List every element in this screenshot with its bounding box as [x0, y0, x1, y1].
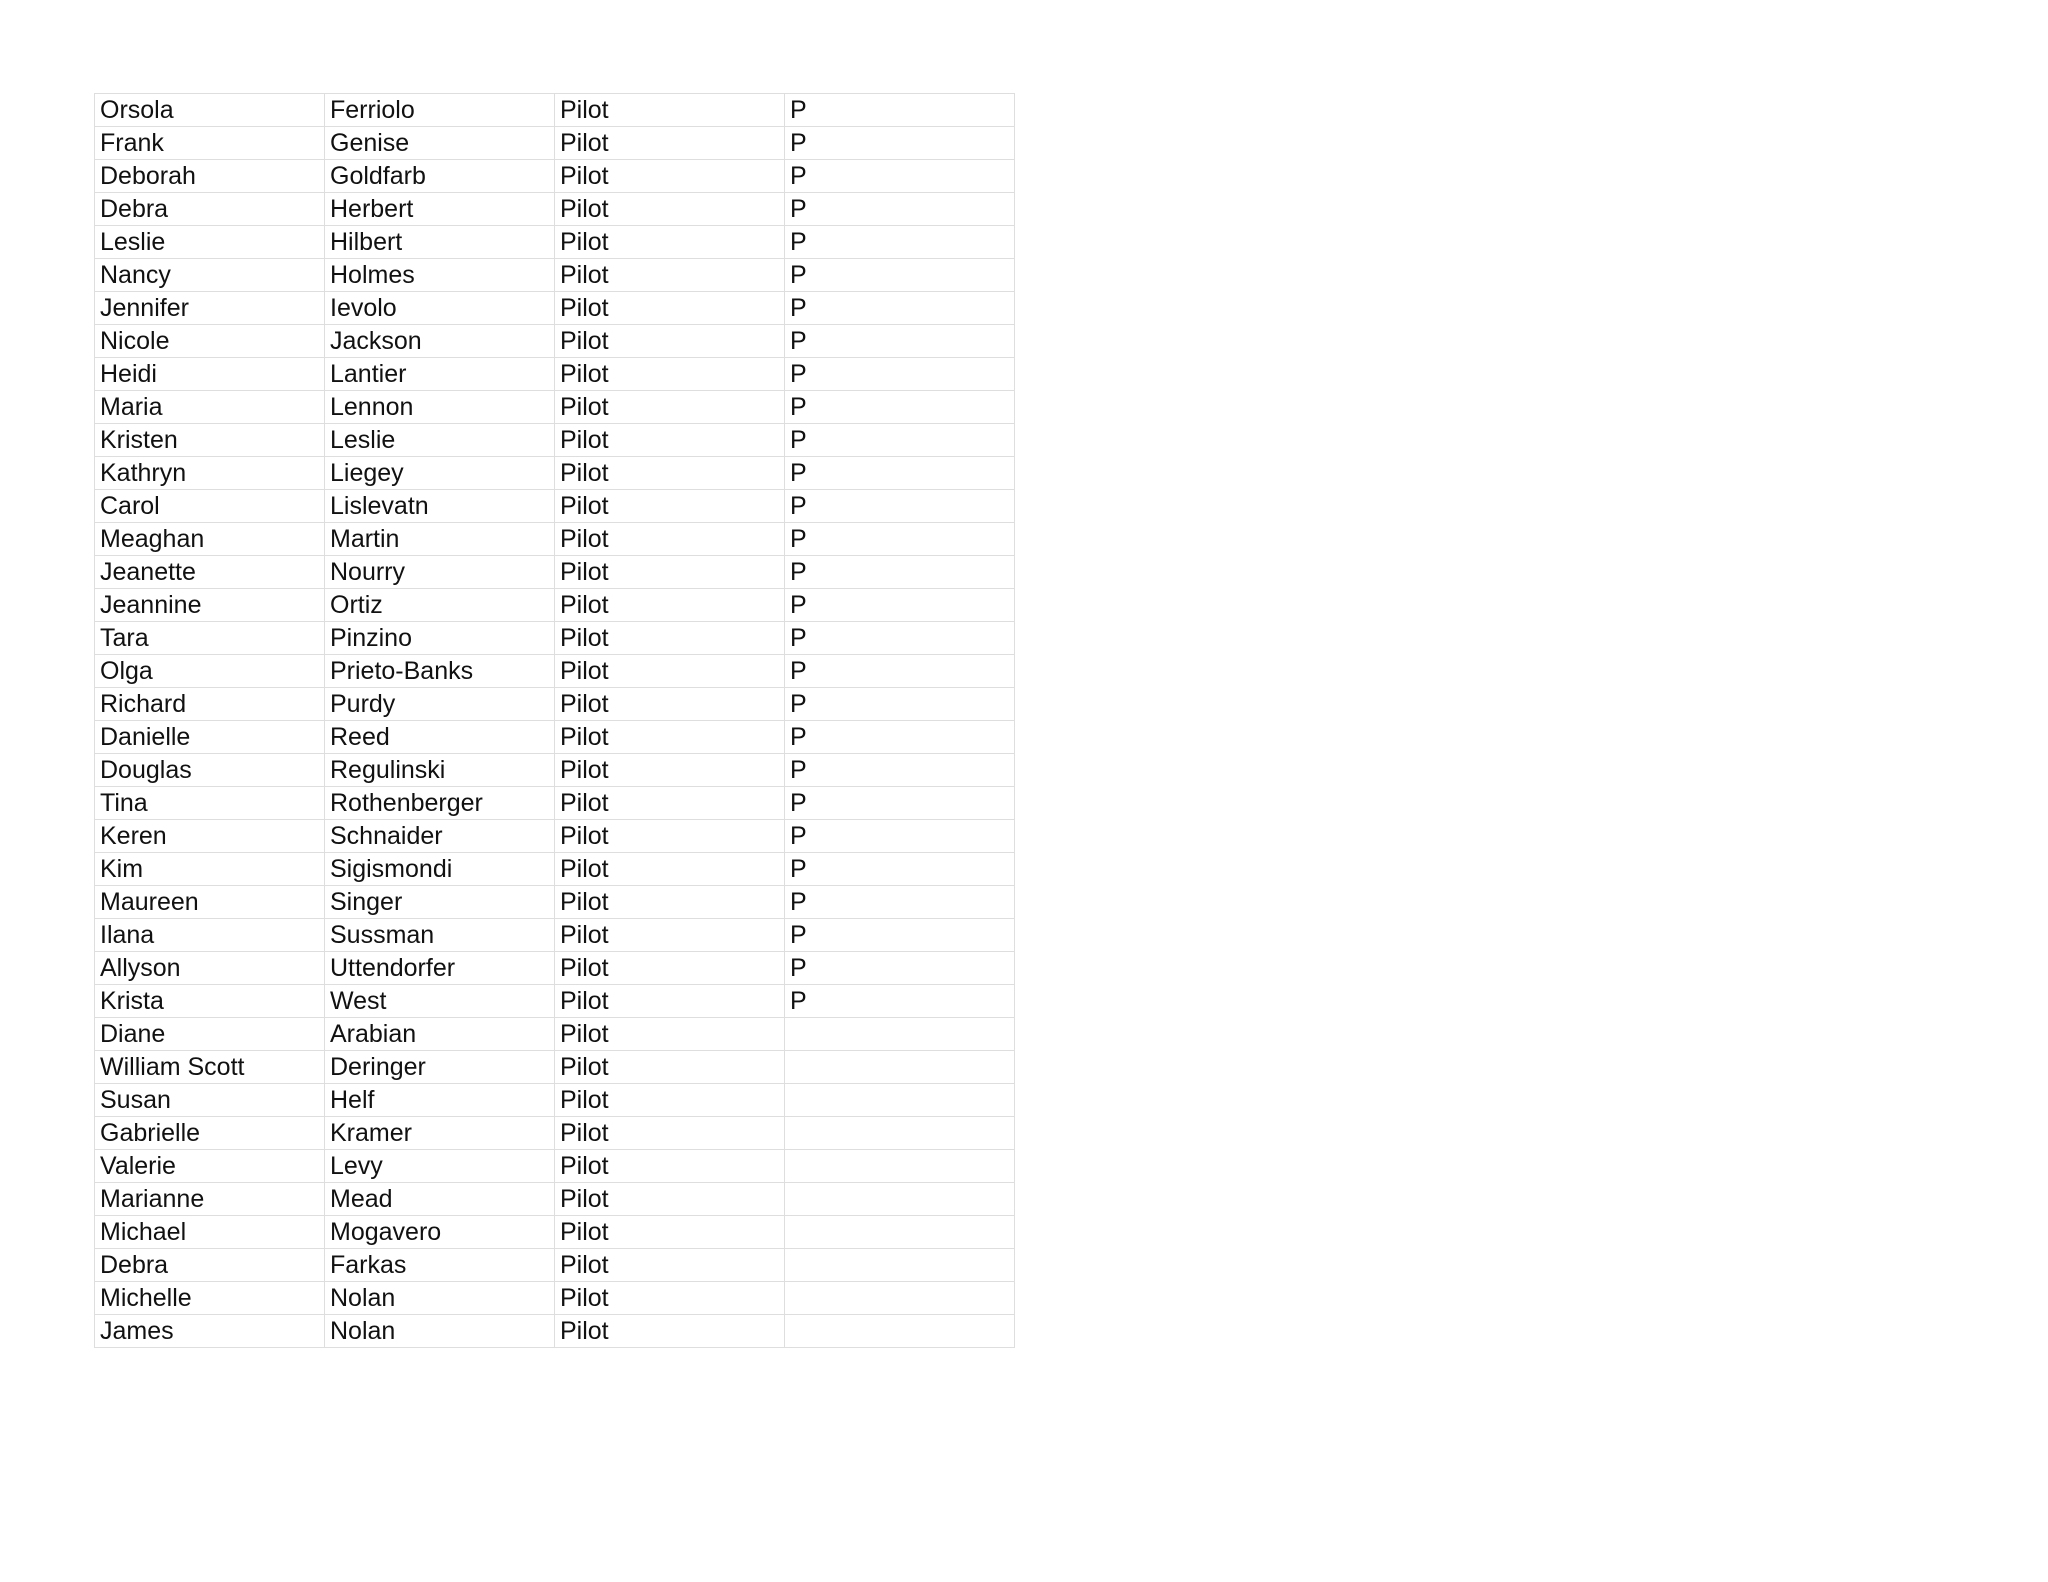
role-cell[interactable]: Pilot: [555, 1018, 785, 1051]
role-cell[interactable]: Pilot: [555, 391, 785, 424]
flag-cell[interactable]: P: [785, 952, 1015, 985]
last-name-cell[interactable]: Liegey: [325, 457, 555, 490]
first-name-cell[interactable]: Danielle: [95, 721, 325, 754]
flag-cell[interactable]: P: [785, 292, 1015, 325]
table-row: [95, 820, 1015, 853]
first-name-cell[interactable]: Meaghan: [95, 523, 325, 556]
role-cell[interactable]: Pilot: [555, 457, 785, 490]
flag-cell[interactable]: P: [785, 160, 1015, 193]
role-cell[interactable]: Pilot: [555, 952, 785, 985]
last-name-cell[interactable]: Sussman: [325, 919, 555, 952]
first-name-cell[interactable]: Jennifer: [95, 292, 325, 325]
flag-cell[interactable]: P: [785, 325, 1015, 358]
role-cell[interactable]: Pilot: [555, 1282, 785, 1315]
role-cell[interactable]: Pilot: [555, 919, 785, 952]
first-name-cell[interactable]: Marianne: [95, 1183, 325, 1216]
table-row: [95, 391, 1015, 424]
table-row: [95, 787, 1015, 820]
table-row: [95, 1117, 1015, 1150]
table-row: [95, 1051, 1015, 1084]
table-row: [95, 1282, 1015, 1315]
last-name-cell[interactable]: Prieto-Banks: [325, 655, 555, 688]
role-cell[interactable]: Pilot: [555, 655, 785, 688]
last-name-cell[interactable]: Lislevatn: [325, 490, 555, 523]
last-name-cell[interactable]: Pinzino: [325, 622, 555, 655]
roster-table: [94, 93, 1015, 1348]
table-row: [95, 127, 1015, 160]
table-row: [95, 556, 1015, 589]
last-name-cell[interactable]: Sigismondi: [325, 853, 555, 886]
first-name-cell[interactable]: Debra: [95, 1249, 325, 1282]
table-row: [95, 655, 1015, 688]
flag-cell[interactable]: P: [785, 391, 1015, 424]
flag-cell[interactable]: P: [785, 655, 1015, 688]
table-row: [95, 358, 1015, 391]
flag-cell[interactable]: P: [785, 259, 1015, 292]
last-name-cell[interactable]: Mead: [325, 1183, 555, 1216]
role-cell[interactable]: Pilot: [555, 523, 785, 556]
role-cell[interactable]: Pilot: [555, 160, 785, 193]
role-cell[interactable]: Pilot: [555, 1183, 785, 1216]
last-name-cell[interactable]: Kramer: [325, 1117, 555, 1150]
first-name-cell[interactable]: Deborah: [95, 160, 325, 193]
first-name-cell[interactable]: Kristen: [95, 424, 325, 457]
first-name-cell[interactable]: Carol: [95, 490, 325, 523]
first-name-cell[interactable]: Frank: [95, 127, 325, 160]
role-cell[interactable]: Pilot: [555, 127, 785, 160]
flag-cell[interactable]: P: [785, 721, 1015, 754]
table-row: [95, 1018, 1015, 1051]
last-name-cell[interactable]: Regulinski: [325, 754, 555, 787]
last-name-cell[interactable]: Purdy: [325, 688, 555, 721]
last-name-cell[interactable]: Schnaider: [325, 820, 555, 853]
first-name-cell[interactable]: Leslie: [95, 226, 325, 259]
role-cell[interactable]: Pilot: [555, 1084, 785, 1117]
flag-cell[interactable]: P: [785, 820, 1015, 853]
role-cell[interactable]: Pilot: [555, 226, 785, 259]
table-row: [95, 754, 1015, 787]
table-row: [95, 688, 1015, 721]
table-row: [95, 1084, 1015, 1117]
table-row: [95, 886, 1015, 919]
table-row: [95, 1216, 1015, 1249]
table-row: [95, 292, 1015, 325]
last-name-cell[interactable]: Lantier: [325, 358, 555, 391]
last-name-cell[interactable]: Mogavero: [325, 1216, 555, 1249]
role-cell[interactable]: Pilot: [555, 292, 785, 325]
last-name-cell[interactable]: Lennon: [325, 391, 555, 424]
flag-cell[interactable]: [785, 1084, 1015, 1117]
last-name-cell[interactable]: Holmes: [325, 259, 555, 292]
table-row: [95, 721, 1015, 754]
first-name-cell[interactable]: Maureen: [95, 886, 325, 919]
table-row: [95, 1315, 1015, 1348]
flag-cell[interactable]: P: [785, 523, 1015, 556]
first-name-cell[interactable]: Diane: [95, 1018, 325, 1051]
last-name-cell[interactable]: Rothenberger: [325, 787, 555, 820]
role-cell[interactable]: Pilot: [555, 589, 785, 622]
flag-cell[interactable]: P: [785, 556, 1015, 589]
role-cell[interactable]: Pilot: [555, 325, 785, 358]
first-name-cell[interactable]: Tara: [95, 622, 325, 655]
role-cell[interactable]: Pilot: [555, 886, 785, 919]
table-row: [95, 160, 1015, 193]
first-name-cell[interactable]: Richard: [95, 688, 325, 721]
first-name-cell[interactable]: Keren: [95, 820, 325, 853]
last-name-cell[interactable]: Ortiz: [325, 589, 555, 622]
last-name-cell[interactable]: West: [325, 985, 555, 1018]
last-name-cell[interactable]: Martin: [325, 523, 555, 556]
flag-cell[interactable]: P: [785, 358, 1015, 391]
last-name-cell[interactable]: Farkas: [325, 1249, 555, 1282]
first-name-cell[interactable]: Tina: [95, 787, 325, 820]
first-name-cell[interactable]: Heidi: [95, 358, 325, 391]
last-name-cell[interactable]: Leslie: [325, 424, 555, 457]
first-name-cell[interactable]: Olga: [95, 655, 325, 688]
first-name-cell[interactable]: Krista: [95, 985, 325, 1018]
first-name-cell[interactable]: Debra: [95, 193, 325, 226]
last-name-cell[interactable]: Genise: [325, 127, 555, 160]
flag-cell[interactable]: [785, 1051, 1015, 1084]
first-name-cell[interactable]: Michelle: [95, 1282, 325, 1315]
first-name-cell[interactable]: Nicole: [95, 325, 325, 358]
last-name-cell[interactable]: Arabian: [325, 1018, 555, 1051]
table-row: [95, 226, 1015, 259]
table-row: [95, 325, 1015, 358]
role-cell[interactable]: Pilot: [555, 754, 785, 787]
first-name-cell[interactable]: James: [95, 1315, 325, 1348]
last-name-cell[interactable]: Ievolo: [325, 292, 555, 325]
flag-cell[interactable]: [785, 1282, 1015, 1315]
role-cell[interactable]: Pilot: [555, 853, 785, 886]
table-row: [95, 457, 1015, 490]
flag-cell[interactable]: P: [785, 193, 1015, 226]
role-cell[interactable]: Pilot: [555, 622, 785, 655]
table-row: [95, 985, 1015, 1018]
flag-cell[interactable]: P: [785, 985, 1015, 1018]
flag-cell[interactable]: P: [785, 424, 1015, 457]
first-name-cell[interactable]: Ilana: [95, 919, 325, 952]
role-cell[interactable]: Pilot: [555, 1249, 785, 1282]
flag-cell[interactable]: [785, 1018, 1015, 1051]
table-row: [95, 259, 1015, 292]
flag-cell[interactable]: P: [785, 688, 1015, 721]
first-name-cell[interactable]: Douglas: [95, 754, 325, 787]
role-cell[interactable]: Pilot: [555, 1216, 785, 1249]
role-cell[interactable]: Pilot: [555, 490, 785, 523]
table-row: [95, 193, 1015, 226]
last-name-cell[interactable]: Jackson: [325, 325, 555, 358]
first-name-cell[interactable]: Orsola: [95, 94, 325, 127]
table-row: [95, 1150, 1015, 1183]
first-name-cell[interactable]: Michael: [95, 1216, 325, 1249]
table-row: [95, 622, 1015, 655]
flag-cell[interactable]: P: [785, 853, 1015, 886]
role-cell[interactable]: Pilot: [555, 985, 785, 1018]
flag-cell[interactable]: P: [785, 754, 1015, 787]
role-cell[interactable]: Pilot: [555, 787, 785, 820]
table-row: [95, 523, 1015, 556]
last-name-cell[interactable]: Levy: [325, 1150, 555, 1183]
first-name-cell[interactable]: Susan: [95, 1084, 325, 1117]
table-row: [95, 1249, 1015, 1282]
flag-cell[interactable]: [785, 1315, 1015, 1348]
role-cell[interactable]: Pilot: [555, 688, 785, 721]
first-name-cell[interactable]: Kathryn: [95, 457, 325, 490]
first-name-cell[interactable]: Allyson: [95, 952, 325, 985]
flag-cell[interactable]: P: [785, 490, 1015, 523]
first-name-cell[interactable]: Nancy: [95, 259, 325, 292]
role-cell[interactable]: Pilot: [555, 721, 785, 754]
table-row: [95, 952, 1015, 985]
role-cell[interactable]: Pilot: [555, 1315, 785, 1348]
last-name-cell[interactable]: Nolan: [325, 1315, 555, 1348]
role-cell[interactable]: Pilot: [555, 259, 785, 292]
flag-cell[interactable]: [785, 1249, 1015, 1282]
flag-cell[interactable]: P: [785, 589, 1015, 622]
flag-cell[interactable]: P: [785, 886, 1015, 919]
last-name-cell[interactable]: Goldfarb: [325, 160, 555, 193]
flag-cell[interactable]: P: [785, 94, 1015, 127]
flag-cell[interactable]: [785, 1150, 1015, 1183]
table-row: [95, 94, 1015, 127]
last-name-cell[interactable]: Reed: [325, 721, 555, 754]
role-cell[interactable]: Pilot: [555, 1051, 785, 1084]
table-row: [95, 424, 1015, 457]
flag-cell[interactable]: P: [785, 226, 1015, 259]
first-name-cell[interactable]: Jeannine: [95, 589, 325, 622]
first-name-cell[interactable]: Valerie: [95, 1150, 325, 1183]
last-name-cell[interactable]: Hilbert: [325, 226, 555, 259]
last-name-cell[interactable]: Helf: [325, 1084, 555, 1117]
first-name-cell[interactable]: Maria: [95, 391, 325, 424]
flag-cell[interactable]: [785, 1216, 1015, 1249]
role-cell[interactable]: Pilot: [555, 1117, 785, 1150]
flag-cell[interactable]: [785, 1117, 1015, 1150]
last-name-cell[interactable]: Singer: [325, 886, 555, 919]
flag-cell[interactable]: P: [785, 919, 1015, 952]
table-row: [95, 1183, 1015, 1216]
last-name-cell[interactable]: Herbert: [325, 193, 555, 226]
flag-cell[interactable]: P: [785, 787, 1015, 820]
last-name-cell[interactable]: Uttendorfer: [325, 952, 555, 985]
table-row: [95, 490, 1015, 523]
role-cell[interactable]: Pilot: [555, 358, 785, 391]
table-row: [95, 589, 1015, 622]
role-cell[interactable]: Pilot: [555, 1150, 785, 1183]
flag-cell[interactable]: P: [785, 457, 1015, 490]
flag-cell[interactable]: P: [785, 127, 1015, 160]
table-row: [95, 919, 1015, 952]
flag-cell[interactable]: P: [785, 622, 1015, 655]
roster-body: [95, 94, 1015, 1348]
last-name-cell[interactable]: Deringer: [325, 1051, 555, 1084]
role-cell[interactable]: Pilot: [555, 556, 785, 589]
first-name-cell[interactable]: Gabrielle: [95, 1117, 325, 1150]
last-name-cell[interactable]: Ferriolo: [325, 94, 555, 127]
last-name-cell[interactable]: Nourry: [325, 556, 555, 589]
table-row: [95, 853, 1015, 886]
first-name-cell[interactable]: William Scott: [95, 1051, 325, 1084]
first-name-cell[interactable]: Jeanette: [95, 556, 325, 589]
flag-cell[interactable]: [785, 1183, 1015, 1216]
first-name-cell[interactable]: Kim: [95, 853, 325, 886]
role-cell[interactable]: Pilot: [555, 820, 785, 853]
last-name-cell[interactable]: Nolan: [325, 1282, 555, 1315]
role-cell[interactable]: Pilot: [555, 424, 785, 457]
role-cell[interactable]: Pilot: [555, 94, 785, 127]
role-cell[interactable]: Pilot: [555, 193, 785, 226]
